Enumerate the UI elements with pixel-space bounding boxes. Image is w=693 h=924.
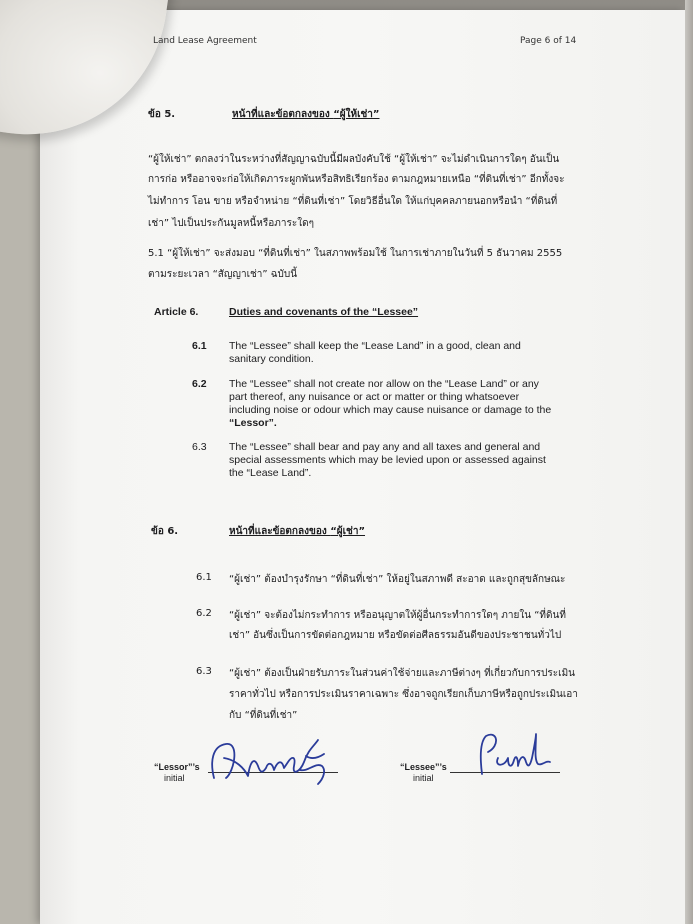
thai-clause5-1-line-2: ตามระยะเวลา “สัญญาเช่า” ฉบับนี้ (148, 269, 298, 280)
thai-clause6-3-line-2: ราคาทั่วไป หรือการประเมินราคาเฉพาะ ซึ่งอาจถูกเรียกเก็บภาษีหรือถูกประเมินเอา (229, 689, 578, 700)
thai-clause5-line-2: การก่อ หรืออาจจะก่อให้เกิดภาระผูกพันหรือสิทธิเรียกร้อง ตามกฎหมายเหนือ “ที่ดินที่เช่า” อีกทั้งจะ (148, 174, 565, 185)
thai-clause6-heading: หน้าที่และข้อตกลงของ “ผู้เช่า” (229, 526, 366, 537)
article6-3-number: 6.3 (192, 441, 207, 453)
article6-1-line-1: The “Lessee” shall keep the “Lease Land” in a good, clean and (229, 340, 521, 352)
article6-3-line-3: the “Lease Land”. (229, 467, 312, 479)
document-page (40, 10, 686, 924)
thai-clause5-1-line-1: 5.1 “ผู้ให้เช่า” จะส่งมอบ “ที่ดินที่เช่า” ในสภาพพร้อมใช้ ในการเช่าภายในวันที่ 5 ธันวาคม 2555 (148, 248, 563, 259)
article6-2-number: 6.2 (192, 378, 207, 390)
thai-clause6-1-line-1: “ผู้เช่า” ต้องบำรุงรักษา “ที่ดินที่เช่า” ให้อยู่ในสภาพดี สะอาด และถูกสุขลักษณะ (229, 574, 566, 585)
article6-2-line-3: including noise or odour which may cause nuisance or damage to the (229, 404, 552, 416)
lessor-initial-label: “Lessor”’s (154, 762, 200, 772)
thai-clause6-2-number: 6.2 (196, 608, 212, 619)
article6-2-line-1: The “Lessee” shall not create nor allow on the “Lease Land” or any (229, 378, 539, 390)
thai-clause5-line-3: ไม่ทำการ โอน ขาย หรือจำหน่าย “ที่ดินที่เช่า” โดยวิธีอื่นใด ให้แก่บุคคลภายนอกหรือนำ “ที่ดินที่ (148, 196, 558, 207)
thai-clause6-number: ข้อ 6. (151, 526, 179, 537)
thai-clause6-3-line-3: กับ “ที่ดินที่เช่า” (229, 710, 298, 721)
lessor-signature (196, 732, 346, 790)
thai-clause6-2-line-1: “ผู้เช่า” จะต้องไม่กระทำการ หรืออนุญาตให้ผู้อื่นกระทำการใดๆ ภายใน “ที่ดินที่ (229, 610, 566, 621)
thai-clause5-line-4: เช่า” ไปเป็นประกันมูลหนี้หรือภาระใดๆ (148, 218, 314, 229)
page-number: Page 6 of 14 (520, 36, 577, 46)
article6-3-line-1: The “Lessee” shall bear and pay any and all taxes and general and (229, 441, 541, 453)
article6-3-line-2: special assessments which may be levied upon or assessed against (229, 454, 546, 466)
thai-clause5-line-1: “ผู้ให้เช่า” ตกลงว่าในระหว่างที่สัญญาฉบับนี้มีผลบังคับใช้ “ผู้ให้เช่า” จะไม่ดำเนินการใดๆ อันเป็น (148, 154, 560, 165)
lessee-initial-label: “Lessee”’s (400, 762, 447, 772)
thai-clause6-2-line-2: เช่า” อันซึ่งเป็นการขัดต่อกฎหมาย หรือขัดต่อศีลธรรมอันดีของประชาชนทั่วไป (229, 630, 562, 641)
article6-label: Article 6. (154, 306, 199, 318)
article6-1-line-2: sanitary condition. (229, 353, 314, 365)
paper-edge (685, 0, 693, 924)
article6-2-line-2: part thereof, any nuisance or act or matter or thing whatsoever (229, 391, 520, 403)
thai-clause5-number: ข้อ 5. (148, 109, 176, 120)
document-title: Land Lease Agreement (153, 36, 257, 46)
thai-clause6-1-number: 6.1 (196, 572, 212, 583)
lessee-signature (458, 728, 568, 778)
lessee-initial-sub: initial (413, 773, 434, 783)
article6-2-line-4: “Lessor”. (229, 417, 277, 429)
article6-1-number: 6.1 (192, 340, 207, 352)
thai-clause6-3-line-1: “ผู้เช่า” ต้องเป็นฝ่ายรับภาระในส่วนค่าใช้จ่ายและภาษีต่างๆ ที่เกี่ยวกับการประเมิน (229, 668, 575, 679)
thai-clause6-3-number: 6.3 (196, 666, 212, 677)
article6-heading: Duties and covenants of the “Lessee” (229, 306, 419, 318)
thai-clause5-heading: หน้าที่และข้อตกลงของ “ผู้ให้เช่า” (232, 109, 380, 120)
lessor-initial-sub: initial (164, 773, 185, 783)
